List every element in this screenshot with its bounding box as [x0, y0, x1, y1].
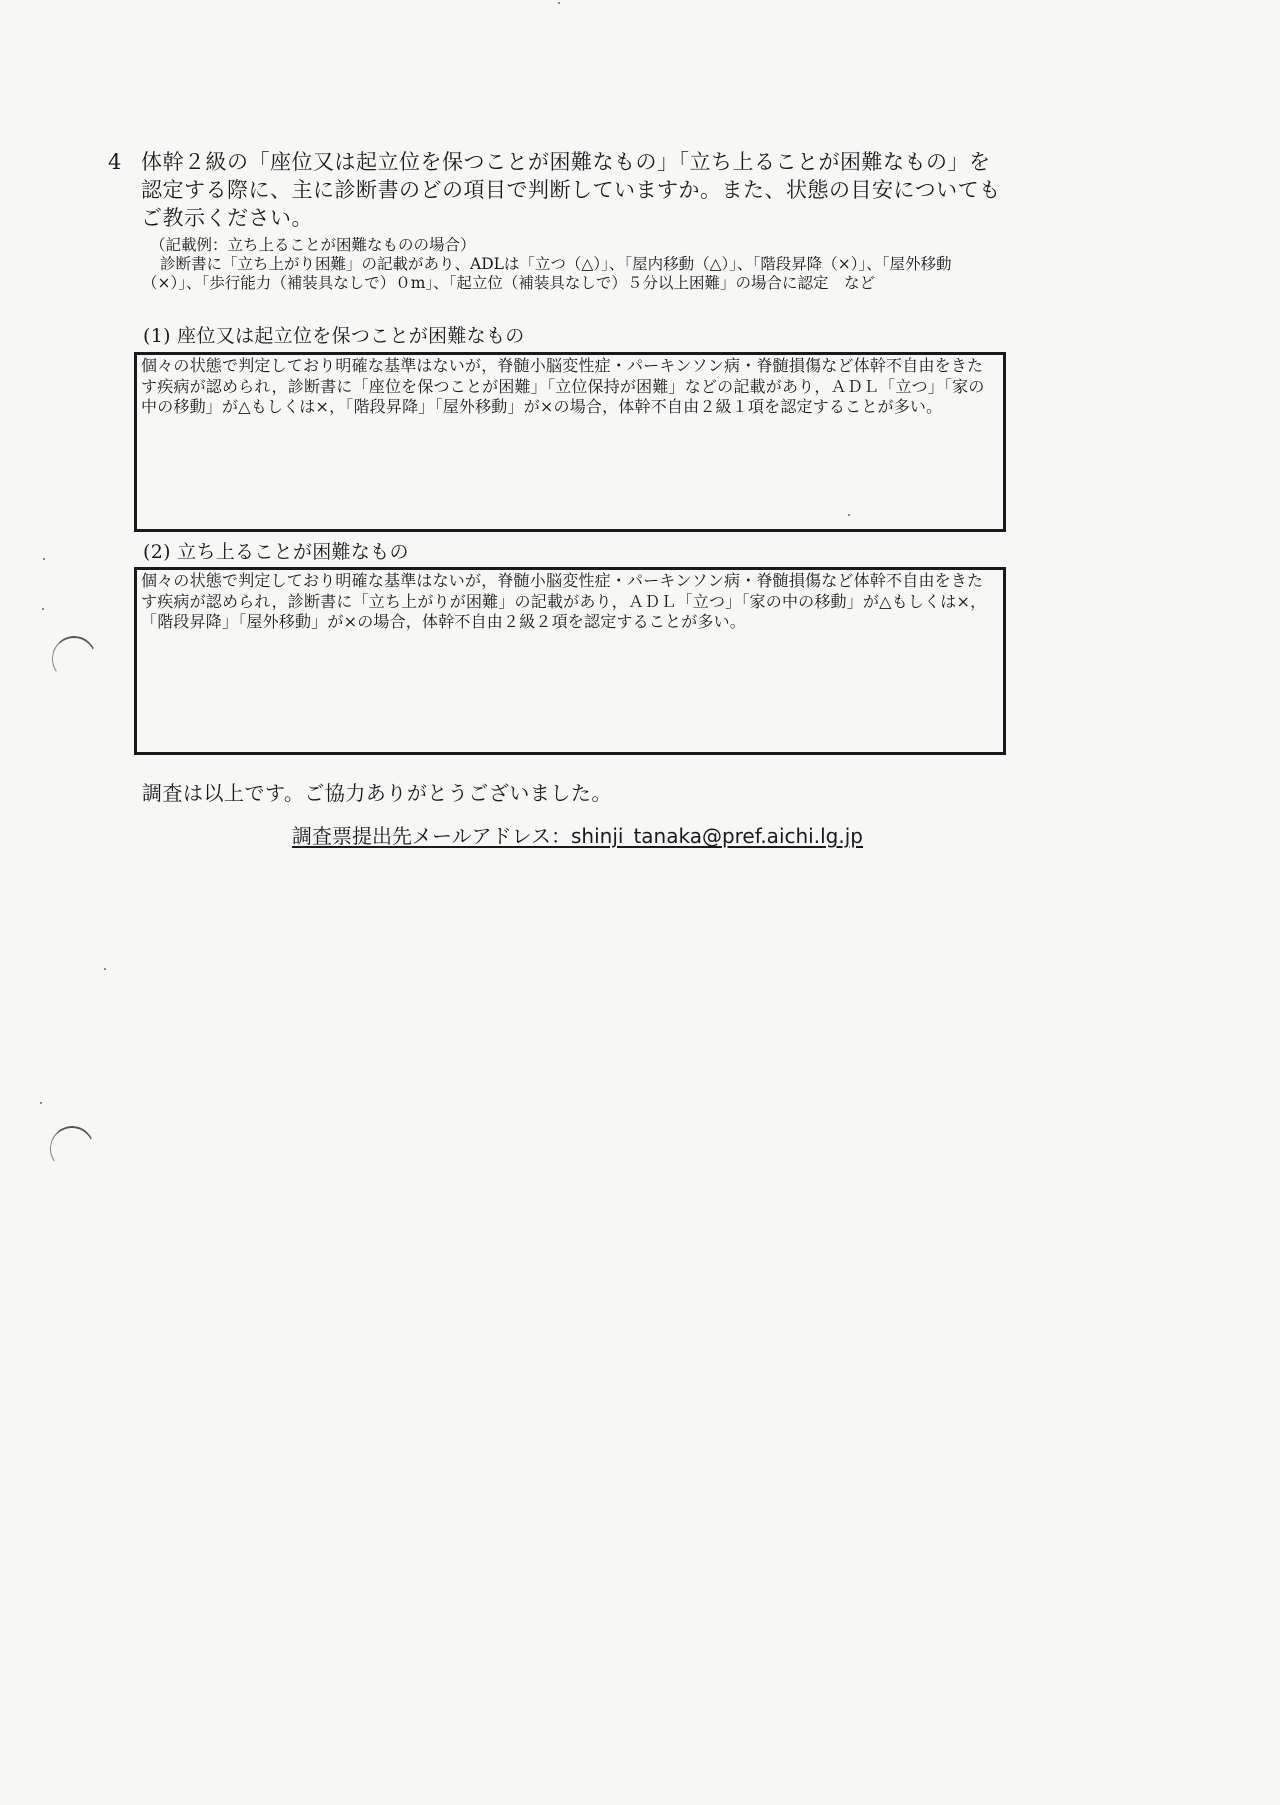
section-1-title: (1) 座位又は起立位を保つことが困難なもの — [143, 325, 525, 347]
question-text: 体幹２級の「座位又は起立位を保つことが困難なもの」「立ち上ることが困難なもの」を認定する際に、主に診断書のどの項目で判断していますか。また、状態の目安についてもご教示ください。 — [141, 150, 1001, 230]
section-1-answer-box — [134, 352, 1006, 532]
section-2-answer-box — [134, 567, 1006, 755]
email-line — [292, 823, 863, 849]
example-block — [142, 236, 992, 293]
section-2-answer-text: 個々の状態で判定しており明確な基準はないが，脊髄小脳変性症・パーキンソン病・脊髄損傷など体幹不自由をきたす疾病が認められ，診断書に「立ち上がりが困難」の記載があり，ＡＤＬ「立つ」「家の中の移動」が△もしくは×，「階段昇降」「屋外移動」が×の場合，体幹不自由２級２項を認定することが多い。 — [141, 571, 987, 631]
email-label: 調査票提出先メールアドレス： — [292, 824, 571, 848]
scan-speck — [104, 968, 106, 970]
punch-hole-top — [48, 633, 99, 685]
section-1-answer-text: 個々の状態で判定しており明確な基準はないが，脊髄小脳変性症・パーキンソン病・脊髄損傷など体幹不自由をきたす疾病が認められ，診断書に「座位を保つことが困難」「立位保持が困難」などの記載があり，ＡＤＬ「立つ」「家の中の移動」が△もしくは×，「階段昇降」「屋外移動」が×の場合，体幹不自由２級１項を認定することが多い。 — [141, 356, 985, 416]
scan-speck — [42, 608, 44, 610]
punch-hole-bottom — [46, 1123, 97, 1175]
example-heading: （記載例：立ち上ることが困難なものの場合） — [150, 236, 476, 254]
email-link[interactable]: shinji_tanaka@pref.aichi.lg.jp — [571, 824, 863, 848]
question-number: 4 — [108, 150, 122, 174]
section-2-title: (2) 立ち上ることが困難なもの — [143, 541, 409, 563]
example-body: 診断書に「立ち上がり困難」の記載があり、ADLは「立つ（△）」、「屋内移動（△）」、「階段昇降（×）」、「屋外移動（×）」、「歩行能力（補装具なしで）０m」、「起立位（補装具なしで）５分以上困難」の場合に認定 など — [142, 255, 952, 292]
scan-speck — [43, 558, 45, 560]
closing-thanks: 調査は以上です。ご協力ありがとうございました。 — [142, 781, 612, 805]
scan-speck — [40, 1102, 42, 1104]
scan-speck — [558, 2, 560, 4]
